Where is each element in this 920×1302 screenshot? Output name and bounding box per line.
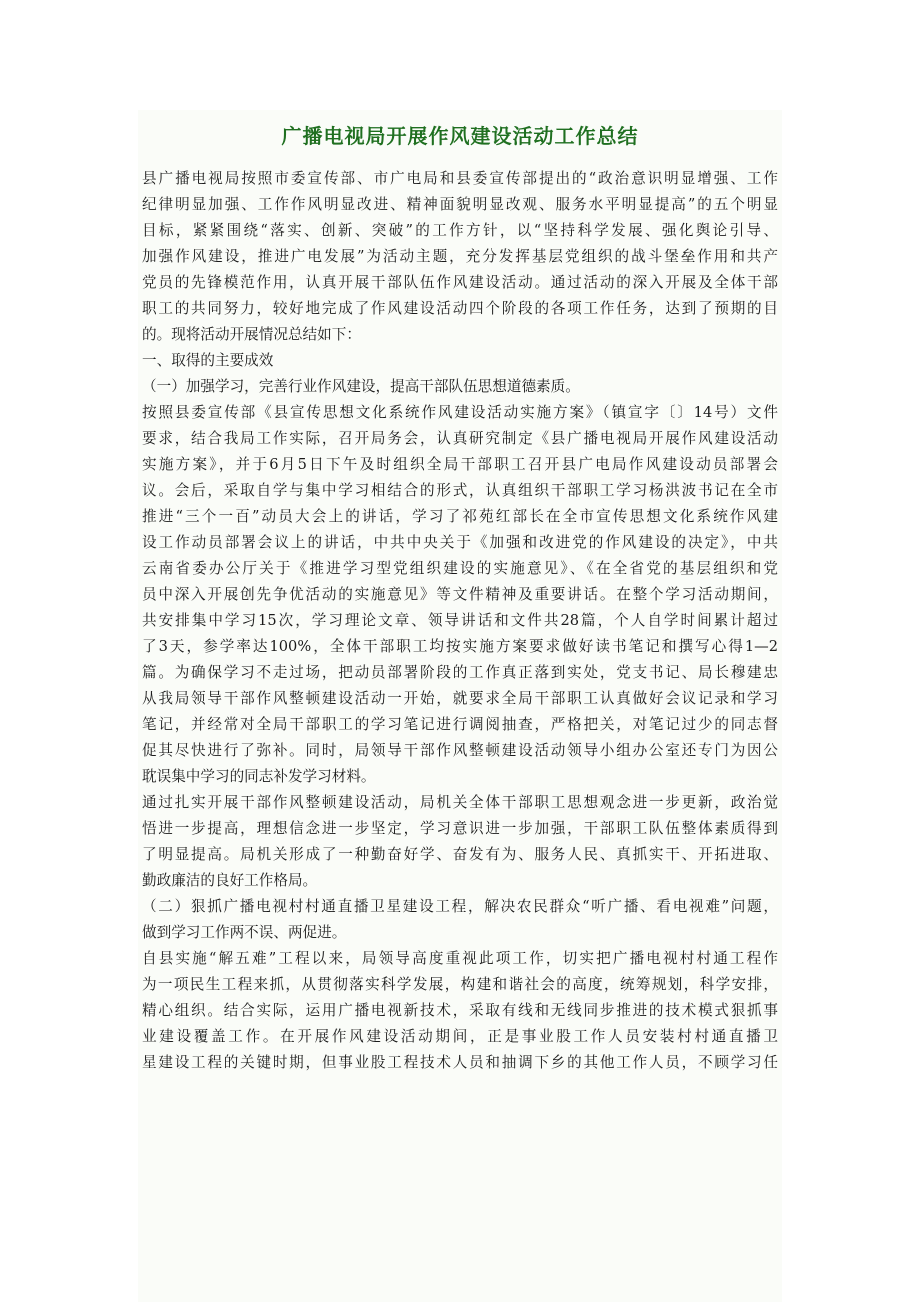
text-line: 促其尽快进行了弥补。同时，局领导干部作风整顿建设活动领导小组办公室还专门为因公 [142,742,778,759]
document-page [138,110,782,1302]
text-line: 设工作动员部署会议上的讲话，中共中央关于《加强和改进党的作风建设的决定》，中共 [142,534,778,551]
text-line: （二）狠抓广播电视村村通直播卫星建设工程，解决农民群众“听广播、看电视难”问题， [142,898,778,915]
text-line: 从我局领导干部作风整顿建设活动一开始，就要求全局干部职工认真做好会议记录和学习 [142,690,778,707]
document-body [142,166,778,1076]
text-line: 目标，紧紧围绕“落实、创新、突破”的工作方针，以“坚持科学发展、强化舆论引导、 [142,222,778,239]
text-line: 勤政廉洁的良好工作格局。 [142,872,318,889]
text-line: 笔记，并经常对全局干部职工的学习笔记进行调阅抽查，严格把关，对笔记过少的同志督 [142,716,778,733]
text-line: 篇。为确保学习不走过场，把动员部署阶段的工作真正落到实处，党支书记、局长穆建忠 [142,664,778,681]
text-line: 精心组织。结合实际，运用广播电视新技术，采取有线和无线同步推进的技术模式狠抓事 [142,1002,778,1019]
text-line: 党员的先锋模范作用，认真开展干部队伍作风建设活动。通过活动的深入开展及全体干部 [142,274,778,291]
text-line: 按照县委宣传部《县宣传思想文化系统作风建设活动实施方案》（镇宣字〔〕14号）文件 [142,404,778,421]
text-line: 云南省委办公厅关于《推进学习型党组织建设的实施意见》、《在全省党的基层组织和党 [142,560,778,577]
text-line: 通过扎实开展干部作风整顿建设活动，局机关全体干部职工思想观念进一步更新，政治觉 [142,794,778,811]
text-line: （一）加强学习，完善行业作风建设，提高干部队伍思想道德素质。 [142,378,580,395]
text-line: 实施方案》，并于6月5日下午及时组织全局干部职工召开县广电局作风建设动员部署会 [142,456,778,473]
text-line: 共安排集中学习15次，学习理论文章、领导讲话和文件共28篇，个人自学时间累计超过 [142,612,778,629]
text-line: 为一项民生工程来抓，从贯彻落实科学发展，构建和谐社会的高度，统筹规划，科学安排， [142,976,778,993]
text-line: 职工的共同努力，较好地完成了作风建设活动四个阶段的各项工作任务，达到了预期的目 [142,300,778,317]
text-line: 耽误集中学习的同志补发学习材料。 [142,768,376,785]
text-line: 一、取得的主要成效 [142,352,274,369]
text-line: 员中深入开展创先争优活动的实施意见》等文件精神及重要讲话。在整个学习活动期间， [142,586,778,603]
text-line: 推进“三个一百”动员大会上的讲话，学习了祁苑红部长在全市宣传思想文化系统作风建 [142,508,778,525]
text-line: 的。现将活动开展情况总结如下： [142,326,361,343]
text-line: 要求，结合我局工作实际，召开局务会，认真研究制定《县广播电视局开展作风建设活动 [142,430,778,447]
text-line: 业建设覆盖工作。在开展作风建设活动期间，正是事业股工作人员安装村村通直播卫 [142,1028,778,1045]
text-line: 加强作风建设，推进广电发展”为活动主题，充分发挥基层党组织的战斗堡垒作用和共产 [142,248,778,265]
text-line: 纪律明显加强、工作作风明显改进、精神面貌明显改观、服务水平明显提高”的五个明显 [142,196,778,213]
text-line: 自县实施“解五难”工程以来，局领导高度重视此项工作，切实把广播电视村村通工程作 [142,950,778,967]
text-line: 了3天，参学率达100%，全体干部职工均按实施方案要求做好读书笔记和撰写心得1—2 [142,638,778,655]
text-line: 悟进一步提高，理想信念进一步坚定，学习意识进一步加强，干部职工队伍整体素质得到 [142,820,778,837]
text-line: 星建设工程的关键时期，但事业股工程技术人员和抽调下乡的其他工作人员，不顾学习任 [142,1054,778,1071]
text-line: 了明显提高。局机关形成了一种勤奋好学、奋发有为、服务人民、真抓实干、开拓进取、 [142,846,778,863]
text-line: 议。会后，采取自学与集中学习相结合的形式，认真组织干部职工学习杨洪波书记在全市 [142,482,778,499]
text-line: 做到学习工作两不误、两促进。 [142,924,347,941]
text-line: 县广播电视局按照市委宣传部、市广电局和县委宣传部提出的“政治意识明显增强、工作 [142,170,778,187]
document-title: 广播电视局开展作风建设活动工作总结 [281,124,639,148]
